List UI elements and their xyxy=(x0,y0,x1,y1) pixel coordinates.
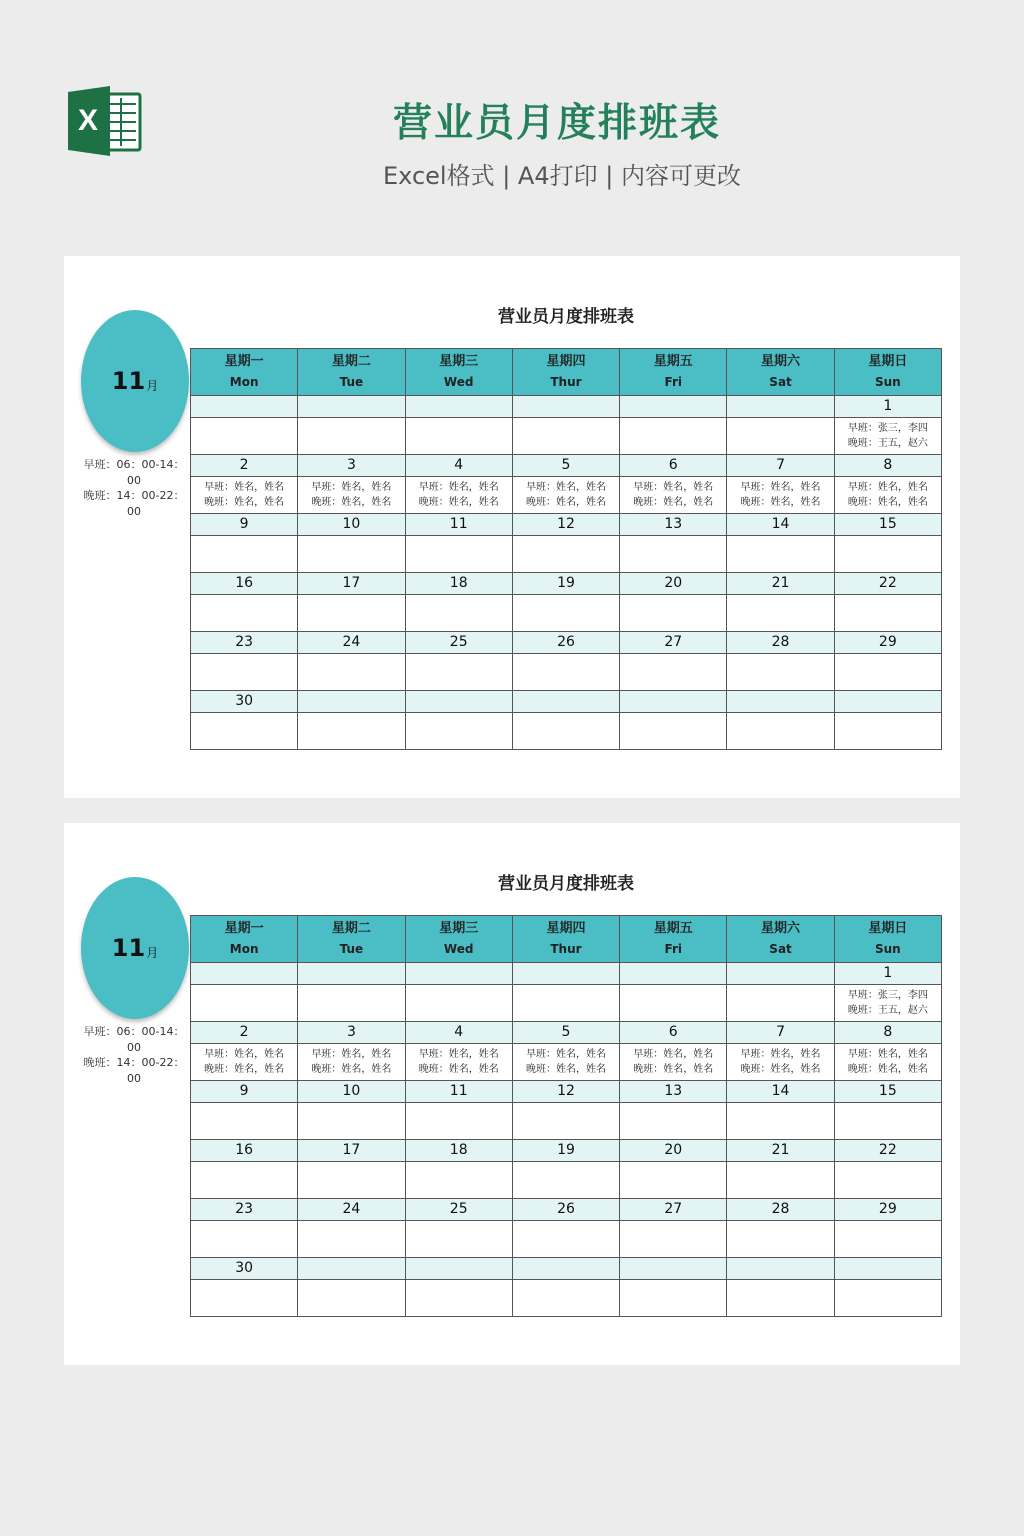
shift-cell[interactable] xyxy=(298,418,405,455)
date-cell xyxy=(512,1258,619,1280)
shift-assignment: 早班：姓名，姓名 xyxy=(204,1049,285,1060)
date-cell: 29 xyxy=(834,632,941,654)
shift-cell[interactable] xyxy=(191,1044,298,1081)
date-row xyxy=(191,1258,942,1280)
shift-cell[interactable] xyxy=(727,1221,834,1258)
month-badge xyxy=(81,877,189,1019)
weekday-cn: 星期四 xyxy=(546,354,586,369)
schedule-table xyxy=(190,348,942,750)
date-cell: 2 xyxy=(191,455,298,477)
date-cell: 20 xyxy=(620,1140,727,1162)
shift-cell[interactable] xyxy=(620,1162,727,1199)
weekday-en: Sun xyxy=(874,942,901,956)
shift-cell[interactable] xyxy=(620,1044,727,1081)
shift-row xyxy=(191,713,942,750)
date-cell xyxy=(405,1258,512,1280)
shift-assignment: 晚班：姓名，姓名 xyxy=(525,1064,606,1075)
shift-row xyxy=(191,477,942,514)
date-cell xyxy=(620,396,727,418)
shift-cell[interactable] xyxy=(727,418,834,455)
shift-row xyxy=(191,1162,942,1199)
date-cell: 29 xyxy=(834,1199,941,1221)
shift-cell[interactable] xyxy=(620,595,727,632)
shift-cell[interactable] xyxy=(405,985,512,1022)
shift-cell[interactable] xyxy=(834,1162,941,1199)
date-cell: 27 xyxy=(620,632,727,654)
weekday-en: Wed xyxy=(443,375,474,389)
shift-cell[interactable] xyxy=(834,477,941,514)
date-cell xyxy=(512,963,619,985)
date-cell: 10 xyxy=(298,1081,405,1103)
shift-cell[interactable] xyxy=(405,595,512,632)
shift-assignment: 早班：姓名，姓名 xyxy=(525,1049,606,1060)
schedule-table xyxy=(190,915,942,1317)
date-cell: 7 xyxy=(727,455,834,477)
shift-times xyxy=(80,1024,188,1086)
date-cell xyxy=(620,691,727,713)
shift-cell[interactable] xyxy=(620,1280,727,1317)
schedule-sheet-1 xyxy=(64,256,960,798)
date-cell: 23 xyxy=(191,1199,298,1221)
shift-assignment: 早班：姓名，姓名 xyxy=(311,482,392,493)
shift-cell[interactable] xyxy=(191,654,298,691)
shift-assignment: 早班：姓名，姓名 xyxy=(418,482,499,493)
shift-row xyxy=(191,595,942,632)
date-cell xyxy=(727,396,834,418)
date-row xyxy=(191,1022,942,1044)
shift-time-line: 00 xyxy=(127,1040,141,1054)
date-cell xyxy=(727,1258,834,1280)
date-cell xyxy=(298,691,405,713)
sheet-title: 营业员月度排班表 xyxy=(498,307,634,327)
shift-assignment: 早班：姓名，姓名 xyxy=(740,1049,821,1060)
shift-cell[interactable] xyxy=(512,985,619,1022)
weekday-en: Mon xyxy=(229,942,259,956)
date-cell: 18 xyxy=(405,573,512,595)
date-cell: 17 xyxy=(298,573,405,595)
schedule-sheet-2 xyxy=(64,823,960,1365)
date-row xyxy=(191,963,942,985)
date-cell xyxy=(727,963,834,985)
shift-assignment: 晚班：姓名，姓名 xyxy=(633,1064,714,1075)
weekday-cn: 星期五 xyxy=(653,921,693,936)
date-cell xyxy=(834,691,941,713)
weekday-cn: 星期五 xyxy=(653,354,693,369)
weekday-header-cell xyxy=(191,349,298,396)
page-header xyxy=(0,0,1024,230)
date-cell: 8 xyxy=(834,1022,941,1044)
shift-row xyxy=(191,985,942,1022)
month-number: 11 xyxy=(111,934,146,962)
shift-assignment: 晚班：姓名，姓名 xyxy=(418,1064,499,1075)
weekday-header-cell xyxy=(512,349,619,396)
shift-assignment: 晚班：姓名，姓名 xyxy=(204,497,285,508)
shift-assignment: 晚班：姓名，姓名 xyxy=(740,497,821,508)
date-cell: 12 xyxy=(512,514,619,536)
date-cell: 16 xyxy=(191,573,298,595)
weekday-en: Tue xyxy=(339,375,364,389)
shift-time-line: 00 xyxy=(127,1071,141,1085)
shift-cell[interactable] xyxy=(298,477,405,514)
date-cell xyxy=(191,963,298,985)
shift-cell[interactable] xyxy=(727,1044,834,1081)
weekday-cn: 星期日 xyxy=(868,921,908,936)
weekday-en: Wed xyxy=(443,942,474,956)
shift-cell[interactable] xyxy=(298,654,405,691)
date-cell xyxy=(512,691,619,713)
weekday-en: Sat xyxy=(769,375,792,389)
shift-cell[interactable] xyxy=(834,713,941,750)
shift-time-line: 晚班：14：00-22： xyxy=(83,489,185,502)
date-cell: 22 xyxy=(834,573,941,595)
date-cell: 9 xyxy=(191,1081,298,1103)
weekday-header-cell xyxy=(405,916,512,963)
shift-cell[interactable] xyxy=(298,1221,405,1258)
shift-cell[interactable] xyxy=(727,1162,834,1199)
weekday-en: Fri xyxy=(664,942,682,956)
weekday-cn: 星期三 xyxy=(439,354,479,369)
shift-cell[interactable] xyxy=(405,654,512,691)
shift-cell[interactable] xyxy=(512,654,619,691)
shift-assignment: 晚班：王五，赵六 xyxy=(847,438,928,449)
shift-assignment: 晚班：姓名，姓名 xyxy=(418,497,499,508)
date-cell: 15 xyxy=(834,514,941,536)
weekday-header-cell xyxy=(834,349,941,396)
shift-cell[interactable] xyxy=(512,713,619,750)
date-cell xyxy=(298,1258,405,1280)
shift-cell[interactable] xyxy=(834,1103,941,1140)
date-cell: 6 xyxy=(620,455,727,477)
shift-cell[interactable] xyxy=(512,1103,619,1140)
shift-cell[interactable] xyxy=(191,1221,298,1258)
date-cell xyxy=(727,691,834,713)
date-cell: 10 xyxy=(298,514,405,536)
date-cell: 4 xyxy=(405,455,512,477)
weekday-header-cell xyxy=(620,916,727,963)
shift-cell[interactable] xyxy=(727,536,834,573)
shift-assignment: 早班：张三，李四 xyxy=(847,423,928,434)
date-cell: 1 xyxy=(834,963,941,985)
shift-assignment: 晚班：姓名，姓名 xyxy=(311,497,392,508)
date-cell: 23 xyxy=(191,632,298,654)
shift-row xyxy=(191,1044,942,1081)
weekday-en: Thur xyxy=(550,942,582,956)
shift-cell[interactable] xyxy=(727,1280,834,1317)
weekday-header-cell xyxy=(512,916,619,963)
date-cell xyxy=(298,963,405,985)
shift-assignment: 早班：姓名，姓名 xyxy=(633,482,714,493)
shift-assignment: 晚班：姓名，姓名 xyxy=(847,1064,928,1075)
month-number: 11 xyxy=(111,367,146,395)
shift-assignment: 早班：姓名，姓名 xyxy=(418,1049,499,1060)
date-cell: 16 xyxy=(191,1140,298,1162)
date-cell: 25 xyxy=(405,1199,512,1221)
shift-cell[interactable] xyxy=(298,1103,405,1140)
shift-row xyxy=(191,1221,942,1258)
shift-cell[interactable] xyxy=(512,1044,619,1081)
date-cell: 24 xyxy=(298,632,405,654)
shift-cell[interactable] xyxy=(512,1280,619,1317)
shift-cell[interactable] xyxy=(834,595,941,632)
shift-times xyxy=(80,457,188,519)
weekday-cn: 星期日 xyxy=(868,354,908,369)
shift-cell[interactable] xyxy=(298,713,405,750)
date-cell xyxy=(405,396,512,418)
shift-cell[interactable] xyxy=(620,477,727,514)
date-cell: 12 xyxy=(512,1081,619,1103)
date-row xyxy=(191,455,942,477)
shift-cell[interactable] xyxy=(727,1103,834,1140)
shift-cell[interactable] xyxy=(191,1162,298,1199)
page-subtitle: Excel格式 | A4打印 | 内容可更改 xyxy=(383,162,741,190)
date-cell: 14 xyxy=(727,1081,834,1103)
date-cell: 26 xyxy=(512,632,619,654)
date-cell: 3 xyxy=(298,1022,405,1044)
shift-cell[interactable] xyxy=(191,1280,298,1317)
date-cell xyxy=(620,963,727,985)
date-cell: 25 xyxy=(405,632,512,654)
shift-cell[interactable] xyxy=(727,985,834,1022)
date-cell: 13 xyxy=(620,1081,727,1103)
date-cell: 5 xyxy=(512,1022,619,1044)
shift-cell[interactable] xyxy=(191,713,298,750)
shift-assignment: 早班：姓名，姓名 xyxy=(740,482,821,493)
date-cell: 13 xyxy=(620,514,727,536)
shift-cell[interactable] xyxy=(191,985,298,1022)
shift-cell[interactable] xyxy=(620,1103,727,1140)
date-cell: 19 xyxy=(512,1140,619,1162)
weekday-en: Sat xyxy=(769,942,792,956)
date-cell: 20 xyxy=(620,573,727,595)
date-row xyxy=(191,396,942,418)
weekday-en: Fri xyxy=(664,375,682,389)
shift-time-line: 晚班：14：00-22： xyxy=(83,1056,185,1069)
date-cell xyxy=(512,396,619,418)
shift-cell[interactable] xyxy=(405,1044,512,1081)
shift-cell[interactable] xyxy=(727,595,834,632)
date-cell xyxy=(405,691,512,713)
date-row xyxy=(191,632,942,654)
shift-assignment: 早班：姓名，姓名 xyxy=(633,1049,714,1060)
shift-time-line: 00 xyxy=(127,504,141,518)
shift-cell[interactable] xyxy=(834,1221,941,1258)
date-cell: 11 xyxy=(405,514,512,536)
weekday-cn: 星期六 xyxy=(761,354,801,369)
shift-cell[interactable] xyxy=(834,654,941,691)
weekday-header-cell xyxy=(727,349,834,396)
shift-cell[interactable] xyxy=(191,595,298,632)
shift-assignment: 早班：姓名，姓名 xyxy=(847,1049,928,1060)
shift-row xyxy=(191,536,942,573)
shift-assignment: 早班：姓名，姓名 xyxy=(847,482,928,493)
shift-cell[interactable] xyxy=(620,418,727,455)
date-row xyxy=(191,691,942,713)
date-cell: 14 xyxy=(727,514,834,536)
shift-row xyxy=(191,1103,942,1140)
weekday-cn: 星期六 xyxy=(761,921,801,936)
weekday-header-cell xyxy=(727,916,834,963)
date-cell xyxy=(620,1258,727,1280)
shift-cell[interactable] xyxy=(405,477,512,514)
month-unit: 月 xyxy=(146,378,159,393)
weekday-en: Sun xyxy=(874,375,901,389)
shift-cell[interactable] xyxy=(512,536,619,573)
shift-assignment: 早班：张三，李四 xyxy=(847,990,928,1001)
sheet-title: 营业员月度排班表 xyxy=(498,874,634,894)
date-cell: 11 xyxy=(405,1081,512,1103)
shift-cell[interactable] xyxy=(834,418,941,455)
shift-assignment: 晚班：姓名，姓名 xyxy=(204,1064,285,1075)
weekday-header-cell xyxy=(191,916,298,963)
shift-cell[interactable] xyxy=(834,985,941,1022)
date-cell: 22 xyxy=(834,1140,941,1162)
date-cell: 19 xyxy=(512,573,619,595)
shift-cell[interactable] xyxy=(620,654,727,691)
shift-cell[interactable] xyxy=(298,1162,405,1199)
shift-cell[interactable] xyxy=(512,1221,619,1258)
shift-cell[interactable] xyxy=(405,418,512,455)
date-cell: 30 xyxy=(191,1258,298,1280)
shift-cell[interactable] xyxy=(405,536,512,573)
shift-cell[interactable] xyxy=(620,1221,727,1258)
date-cell: 9 xyxy=(191,514,298,536)
shift-cell[interactable] xyxy=(512,418,619,455)
shift-cell[interactable] xyxy=(834,1280,941,1317)
shift-cell[interactable] xyxy=(298,1280,405,1317)
date-cell: 28 xyxy=(727,632,834,654)
date-cell: 17 xyxy=(298,1140,405,1162)
weekday-en: Tue xyxy=(339,942,364,956)
date-cell: 18 xyxy=(405,1140,512,1162)
date-row xyxy=(191,1081,942,1103)
shift-assignment: 晚班：姓名，姓名 xyxy=(311,1064,392,1075)
weekday-header-cell xyxy=(834,916,941,963)
shift-cell[interactable] xyxy=(405,1162,512,1199)
shift-cell[interactable] xyxy=(834,536,941,573)
date-cell: 24 xyxy=(298,1199,405,1221)
shift-cell[interactable] xyxy=(191,536,298,573)
shift-assignment: 晚班：王五，赵六 xyxy=(847,1005,928,1016)
shift-time-line: 早班：06：00-14： xyxy=(83,1025,185,1038)
shift-row xyxy=(191,654,942,691)
shift-cell[interactable] xyxy=(191,1103,298,1140)
date-cell: 7 xyxy=(727,1022,834,1044)
shift-assignment: 晚班：姓名，姓名 xyxy=(740,1064,821,1075)
shift-cell[interactable] xyxy=(298,985,405,1022)
weekday-cn: 星期一 xyxy=(224,921,264,936)
date-cell xyxy=(405,963,512,985)
shift-assignment: 早班：姓名，姓名 xyxy=(525,482,606,493)
shift-cell[interactable] xyxy=(405,1221,512,1258)
date-cell: 21 xyxy=(727,1140,834,1162)
date-cell: 1 xyxy=(834,396,941,418)
shift-cell[interactable] xyxy=(298,595,405,632)
shift-cell[interactable] xyxy=(620,985,727,1022)
shift-cell[interactable] xyxy=(727,713,834,750)
shift-cell[interactable] xyxy=(620,713,727,750)
date-cell: 4 xyxy=(405,1022,512,1044)
shift-cell[interactable] xyxy=(727,477,834,514)
month-unit: 月 xyxy=(146,945,159,960)
shift-assignment: 早班：姓名，姓名 xyxy=(204,482,285,493)
date-cell: 30 xyxy=(191,691,298,713)
shift-cell[interactable] xyxy=(512,595,619,632)
date-cell xyxy=(191,396,298,418)
shift-time-line: 00 xyxy=(127,473,141,487)
logo-letter: X xyxy=(77,104,99,137)
shift-row xyxy=(191,418,942,455)
shift-cell[interactable] xyxy=(191,418,298,455)
date-row xyxy=(191,573,942,595)
date-cell: 6 xyxy=(620,1022,727,1044)
weekday-header-cell xyxy=(405,349,512,396)
weekday-header-row xyxy=(191,349,942,396)
shift-cell[interactable] xyxy=(727,654,834,691)
shift-cell[interactable] xyxy=(405,713,512,750)
date-cell: 3 xyxy=(298,455,405,477)
date-cell: 26 xyxy=(512,1199,619,1221)
date-cell: 28 xyxy=(727,1199,834,1221)
shift-assignment: 晚班：姓名，姓名 xyxy=(525,497,606,508)
date-cell: 8 xyxy=(834,455,941,477)
weekday-en: Thur xyxy=(550,375,582,389)
weekday-header-row xyxy=(191,916,942,963)
weekday-header-cell xyxy=(298,916,405,963)
weekday-cn: 星期二 xyxy=(331,921,371,936)
date-row xyxy=(191,1140,942,1162)
weekday-en: Mon xyxy=(229,375,259,389)
shift-cell[interactable] xyxy=(512,1162,619,1199)
shift-time-line: 早班：06：00-14： xyxy=(83,458,185,471)
date-row xyxy=(191,514,942,536)
date-row xyxy=(191,1199,942,1221)
shift-cell[interactable] xyxy=(834,1044,941,1081)
month-badge xyxy=(81,310,189,452)
shift-cell[interactable] xyxy=(298,536,405,573)
shift-cell[interactable] xyxy=(405,1280,512,1317)
shift-cell[interactable] xyxy=(620,536,727,573)
shift-assignment: 晚班：姓名，姓名 xyxy=(633,497,714,508)
date-cell: 2 xyxy=(191,1022,298,1044)
date-cell xyxy=(834,1258,941,1280)
date-cell: 15 xyxy=(834,1081,941,1103)
shift-assignment: 晚班：姓名，姓名 xyxy=(847,497,928,508)
shift-cell[interactable] xyxy=(298,1044,405,1081)
weekday-header-cell xyxy=(620,349,727,396)
date-cell: 21 xyxy=(727,573,834,595)
weekday-cn: 星期一 xyxy=(224,354,264,369)
date-cell xyxy=(298,396,405,418)
weekday-cn: 星期二 xyxy=(331,354,371,369)
shift-cell[interactable] xyxy=(512,477,619,514)
weekday-cn: 星期四 xyxy=(546,921,586,936)
shift-assignment: 早班：姓名，姓名 xyxy=(311,1049,392,1060)
date-cell: 27 xyxy=(620,1199,727,1221)
weekday-cn: 星期三 xyxy=(439,921,479,936)
shift-cell[interactable] xyxy=(191,477,298,514)
date-cell: 5 xyxy=(512,455,619,477)
weekday-header-cell xyxy=(298,349,405,396)
shift-cell[interactable] xyxy=(405,1103,512,1140)
shift-row xyxy=(191,1280,942,1317)
page-title: 营业员月度排班表 xyxy=(392,101,721,146)
